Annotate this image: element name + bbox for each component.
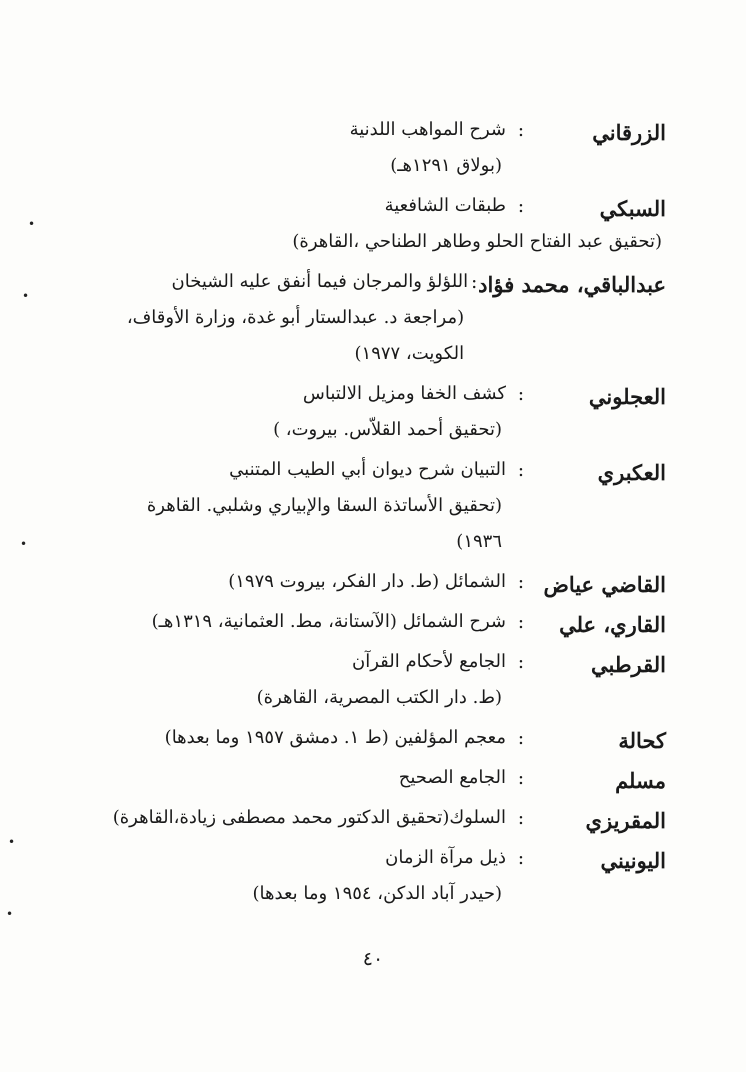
- bibliography-entry: [66, 760, 666, 796]
- publication-note: (مراجعة د. عبدالستار أبو غدة، وزارة الأوقاف،: [126, 307, 465, 328]
- author-name: الزرقاني: [592, 120, 666, 145]
- work-title: [66, 840, 508, 912]
- scan-speck: •: [8, 835, 16, 849]
- author-name: مسلم: [615, 768, 666, 793]
- author-name: السبكي: [599, 196, 666, 221]
- work-title: [66, 800, 508, 836]
- work-title: [66, 452, 508, 560]
- work-line: ذيل مرآة الزمان: [385, 847, 506, 868]
- bibliography-entry: [66, 840, 666, 912]
- work-line: معجم المؤلفين (ط ١. دمشق ١٩٥٧ وما بعدها): [164, 727, 506, 748]
- author-name: القاري، علي: [559, 612, 666, 637]
- bibliography-entry: [66, 800, 666, 836]
- separator: :: [517, 767, 525, 789]
- bibliography-entry: [66, 188, 666, 260]
- separator: :: [517, 651, 525, 673]
- scan-speck: •: [6, 907, 14, 921]
- separator: :: [517, 119, 525, 141]
- separator: :: [517, 807, 525, 829]
- separator: :: [517, 727, 525, 749]
- work-line: التبيان شرح ديوان أبي الطيب المتنبي: [229, 459, 506, 480]
- work-line: الجامع لأحكام القرآن: [352, 651, 506, 672]
- bibliography-list: [66, 112, 666, 916]
- bibliography-entry: [66, 564, 666, 600]
- publication-note: (تحقيق أحمد القلاّس. بيروت، ): [273, 419, 502, 440]
- author-name: كحالة: [618, 728, 666, 753]
- publication-note-cont: ١٩٣٦): [456, 531, 502, 552]
- bibliography-entry: [66, 644, 666, 716]
- bibliography-entry: [66, 264, 666, 372]
- bibliography-entry: [66, 112, 666, 184]
- publication-note: (حيدر آباد الدكن، ١٩٥٤ وما بعدها): [252, 883, 502, 904]
- author-name: القاضي عياض: [543, 572, 666, 597]
- bibliography-entry: [66, 604, 666, 640]
- work-line: السلوك(تحقيق الدكتور محمد مصطفى زيادة،القاهرة): [112, 807, 506, 828]
- work-line: شرح الشمائل (الآستانة، مط. العثمانية، ١٣١٩هـ): [151, 611, 506, 632]
- scan-speck: •: [22, 289, 30, 303]
- work-title: [66, 760, 508, 796]
- work-title: [66, 720, 508, 756]
- separator: :: [517, 611, 525, 633]
- publication-note: (تحقيق الأساتذة السقا والإبياري وشلبي. القاهرة: [146, 495, 502, 516]
- separator: :: [517, 847, 525, 869]
- bibliography-entry: [66, 376, 666, 448]
- bibliography-entry: [66, 720, 666, 756]
- author-name: المقريزي: [585, 808, 666, 833]
- author-name: العكبري: [597, 460, 666, 485]
- separator: :: [517, 571, 525, 593]
- work-line: الشمائل (ط. دار الفكر، بيروت ١٩٧٩): [228, 571, 506, 592]
- separator: :: [517, 195, 525, 217]
- work-title: [66, 644, 508, 716]
- author-name: اليونيني: [600, 848, 666, 873]
- work-line: طبقات الشافعية: [384, 195, 506, 216]
- work-line: الجامع الصحيح: [398, 767, 506, 788]
- work-title: [66, 264, 470, 372]
- work-line: اللؤلؤ والمرجان فيما أنفق عليه الشيخان: [171, 271, 469, 292]
- scan-speck: •: [20, 537, 28, 551]
- scan-speck: •: [28, 217, 36, 231]
- separator: :: [517, 459, 525, 481]
- publication-note-cont: الكويت، ١٩٧٧): [354, 343, 465, 364]
- page-number: ٤٠: [362, 948, 384, 970]
- work-line: شرح المواهب اللدنية: [349, 119, 506, 140]
- author-name: القرطبي: [591, 652, 666, 677]
- separator: :: [517, 383, 525, 405]
- publication-note: (تحقيق عبد الفتاح الحلو وطاهر الطناحي ،القاهرة): [292, 231, 662, 252]
- work-title: [66, 604, 508, 640]
- publication-note: (ط. دار الكتب المصرية، القاهرة): [256, 687, 502, 708]
- work-title: [66, 112, 508, 184]
- separator: :: [470, 271, 478, 293]
- publication-note: (بولاق ١٢٩١هـ): [390, 155, 502, 176]
- bibliography-entry: [66, 452, 666, 560]
- work-title: [66, 564, 508, 600]
- author-name: عبدالباقي، محمد فؤاد: [478, 272, 666, 297]
- work-line: كشف الخفا ومزيل الالتباس: [302, 383, 506, 404]
- work-title: [66, 376, 508, 448]
- author-name: العجلوني: [588, 384, 666, 409]
